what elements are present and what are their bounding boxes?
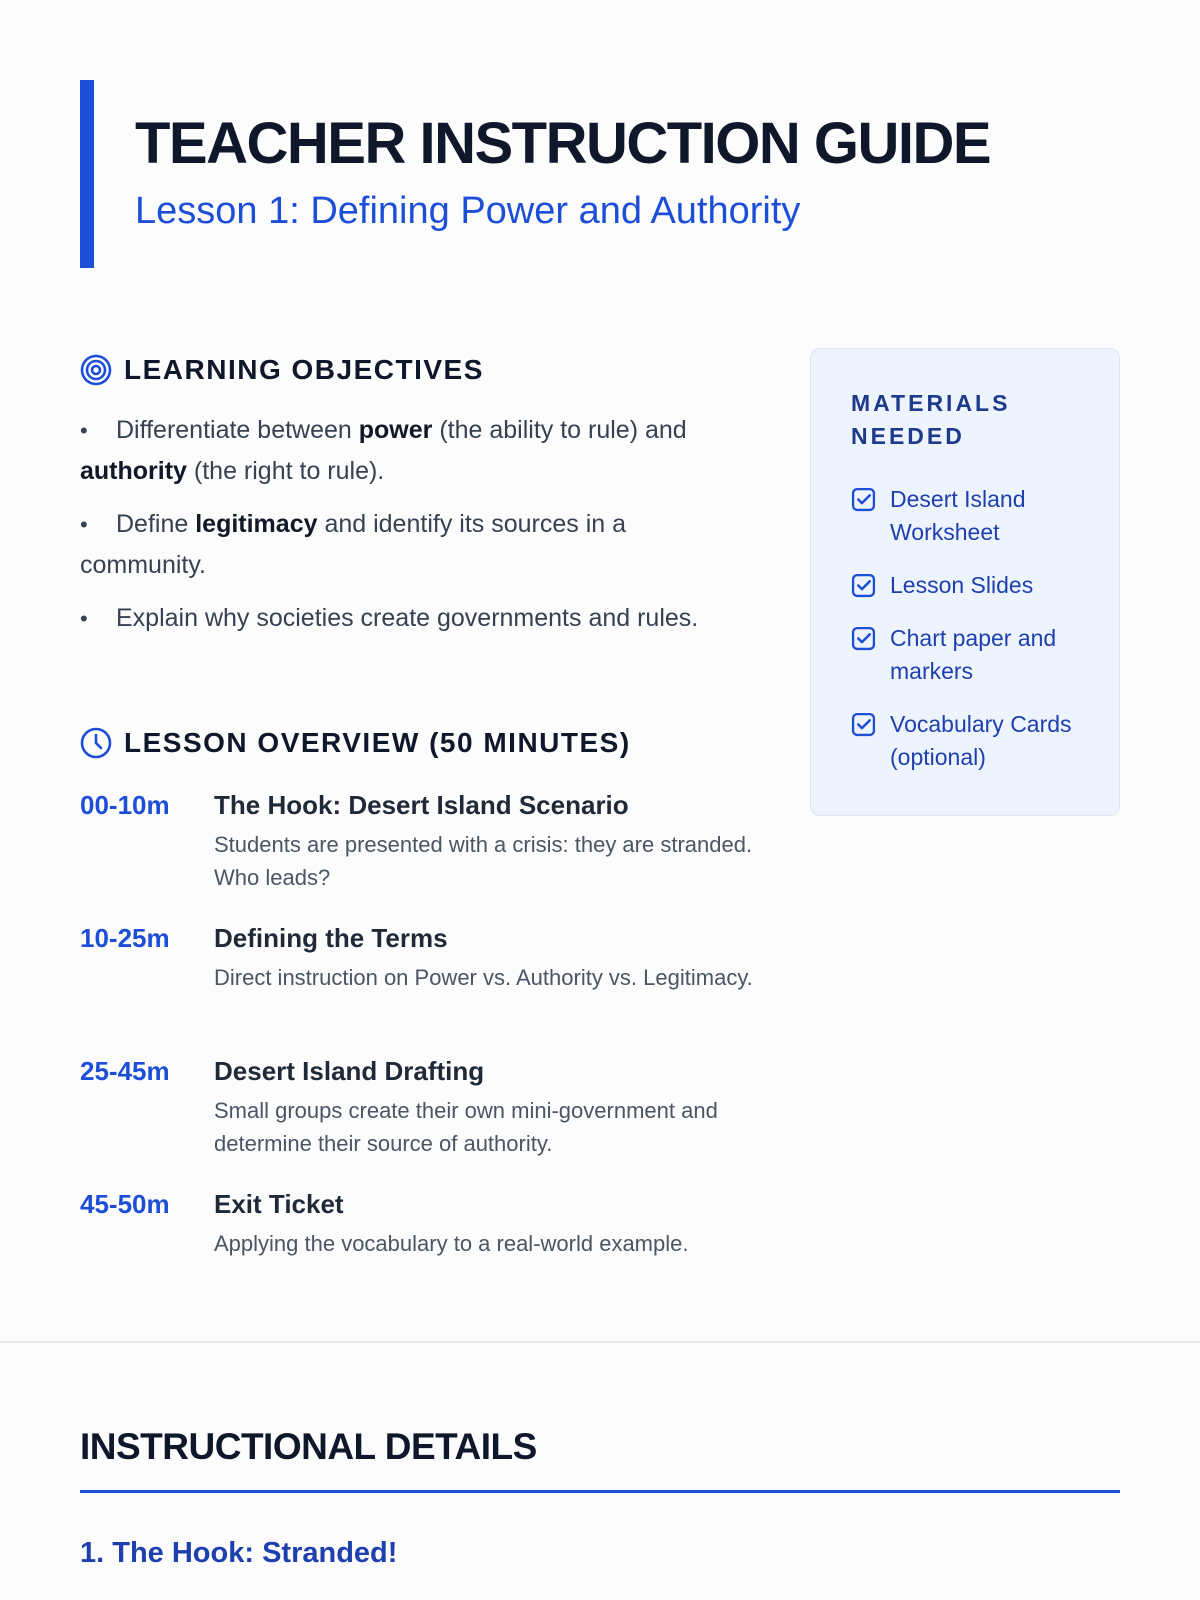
list-item: • Explain why societies create governments and rules. <box>80 598 740 639</box>
materials-item-label: Lesson Slides <box>890 572 1034 598</box>
timeline-time: 10-25m <box>80 923 170 953</box>
materials-item <box>851 483 1080 549</box>
lesson-timeline <box>80 790 780 1322</box>
checkbox-icon <box>851 622 876 656</box>
section-divider <box>0 1341 1200 1343</box>
checkbox-icon <box>851 483 876 517</box>
overview-heading-label: LESSON OVERVIEW (50 MINUTES) <box>124 727 631 758</box>
document-header <box>80 80 1120 268</box>
objectives-list <box>80 410 740 652</box>
list-item: • Define legitimacy and identify its sources in a community. <box>80 504 740 585</box>
timeline-description: Students are presented with a crisis: they are stranded. Who leads? <box>214 832 753 890</box>
list-item: • Differentiate between power (the ability to rule) and authority (the right to rule). <box>80 410 740 491</box>
materials-item-label: Vocabulary Cards (optional) <box>890 711 1072 770</box>
checkbox-icon <box>851 569 876 603</box>
timeline-row <box>80 790 780 923</box>
materials-item <box>851 622 1080 688</box>
objectives-heading-label: LEARNING OBJECTIVES <box>124 354 484 385</box>
timeline-time: 25-45m <box>80 1056 170 1086</box>
subsection-heading: 1. The Hook: Stranded! <box>80 1537 398 1569</box>
page-title: TEACHER INSTRUCTION GUIDE <box>135 111 991 176</box>
timeline-title: The Hook: Desert Island Scenario <box>214 790 629 820</box>
details-heading: INSTRUCTIONAL DETAILS <box>80 1426 537 1467</box>
materials-item <box>851 708 1080 774</box>
timeline-description: Small groups create their own mini-government and determine their source of authority. <box>214 1098 718 1156</box>
page-subtitle: Lesson 1: Defining Power and Authority <box>135 190 801 232</box>
materials-heading: MATERIALS NEEDED <box>851 390 1011 449</box>
timeline-title: Defining the Terms <box>214 923 448 953</box>
materials-item <box>851 569 1080 603</box>
timeline-row <box>80 923 780 1056</box>
clock-icon <box>80 727 112 759</box>
details-heading-rule <box>80 1490 1120 1493</box>
header-accent-bar <box>80 80 94 268</box>
overview-heading <box>80 727 631 759</box>
timeline-time: 45-50m <box>80 1189 170 1219</box>
timeline-title: Exit Ticket <box>214 1189 344 1219</box>
timeline-description: Direct instruction on Power vs. Authority vs. Legitimacy. <box>214 965 753 990</box>
target-icon <box>80 354 112 386</box>
checkbox-icon <box>851 708 876 742</box>
objectives-heading <box>80 354 484 386</box>
materials-card <box>810 348 1120 816</box>
materials-item-label: Desert Island Worksheet <box>890 486 1026 545</box>
timeline-time: 00-10m <box>80 790 170 820</box>
materials-item-label: Chart paper and markers <box>890 625 1057 684</box>
timeline-description: Applying the vocabulary to a real-world example. <box>214 1231 689 1256</box>
timeline-row <box>80 1056 780 1189</box>
timeline-row <box>80 1189 780 1322</box>
timeline-title: Desert Island Drafting <box>214 1056 485 1086</box>
